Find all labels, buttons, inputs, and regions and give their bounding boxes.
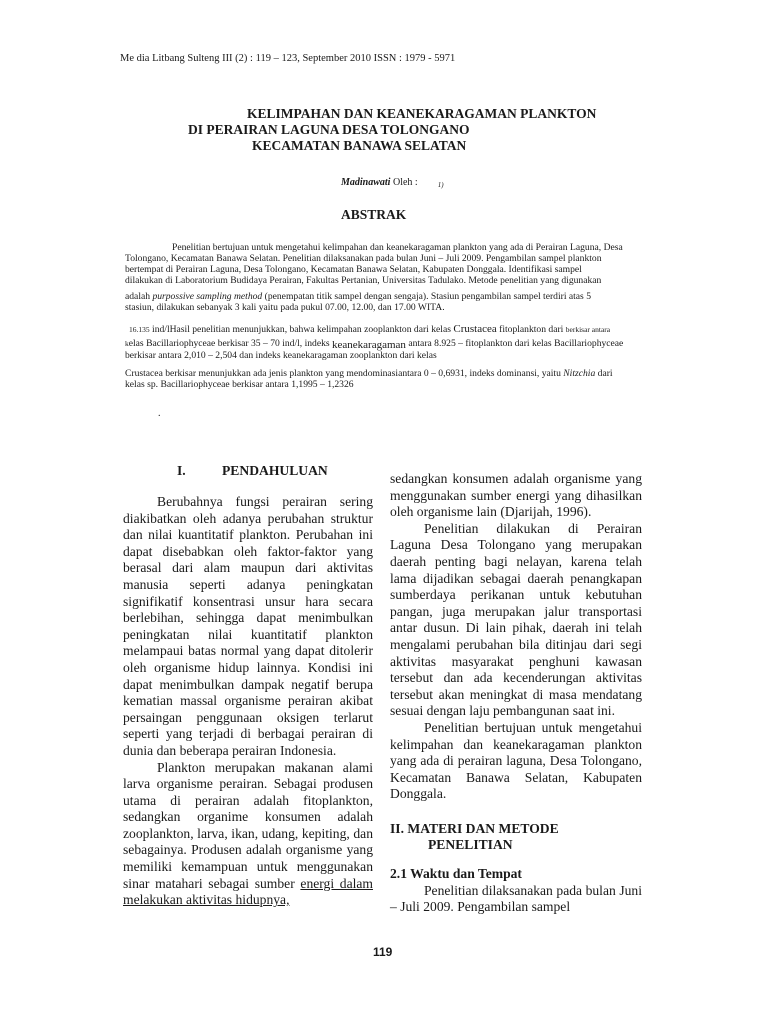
author-affiliation-marker: 1) — [437, 181, 444, 189]
abstract-text: Crustacea berkisar menunjukkan ada jenis plankton yang mendominasiantara 0 – 0,6931, indeks dominansi, yaitu — [125, 368, 564, 379]
abstract-text: adalah — [125, 291, 153, 302]
abstract-method-term: purpossive sampling method — [152, 291, 263, 302]
body-paragraph — [123, 760, 373, 909]
abstract-taxon: Nitzchia — [563, 368, 596, 379]
author-by: Oleh : — [390, 177, 418, 188]
abstract-text: fitoplankton dari — [496, 324, 566, 335]
section-2-heading-line-2: PENELITIAN — [428, 837, 513, 853]
abstract-line: stasiun, dilakukan sebanyak 3 kali yaitu pada pukul 07.00, 12.00, dan 17.00 WITA. — [125, 302, 445, 313]
section-1-title: PENDAHULUAN — [222, 463, 328, 478]
abstract-text: ind/lHasil penelitian menunjukkan, bahwa kelimpahan zooplankton dari kelas — [149, 324, 454, 335]
abstract-line: bertempat di Perairan Laguna, Desa Tolongano, Kecamatan Banawa Selatan, Kabupaten Donggala. Identifikasi sampel — [125, 264, 582, 275]
subsection-2-1-heading: 2.1 Waktu dan Tempat — [390, 866, 522, 882]
abstract-text: (penempatan titik sampel dengan sengaja). Stasiun pengambilan sampel terdiri atas 5 — [262, 291, 591, 302]
abstract-text-small: k — [125, 339, 129, 348]
article-title-line-2: DI PERAIRAN LAGUNA DESA TOLONGANO — [188, 122, 470, 137]
underlined-text: energi dalam melakukan aktivitas hidupnya, — [123, 875, 373, 908]
article-title-line-3: KECAMATAN BANAWA SELATAN — [252, 138, 467, 153]
abstract-line: Penelitian bertujuan untuk mengetahui kelimpahan dan keanekaragaman plankton yang ada di Perairan Laguna, Desa — [172, 242, 623, 253]
abstract-line: berkisar antara 2,010 – 2,504 dan indeks keanekaragaman zooplankton dari kelas — [125, 350, 437, 361]
body-paragraph: Penelitian dilakukan di Perairan Laguna Desa Tolongano yang merupakan daerah penting bagi nelayan, karena telah lama dijadikan sebagai daerah penangkapan sumberdaya perikanan untuk kebutuhan pangan, juga merupakan jalur transportasi antar dusun. Di lain pihak, daerah ini telah mengalami perubahan bila ditinjau dari segi aktivitas masyarakat penghuni kawasan tersebut dan ada kecenderungan aktivitas tersebut akan meningkat di masa mendatang sesuai dengan laju pembangunan saat ini. — [390, 520, 642, 719]
abstract-value: 16.135 — [129, 325, 150, 334]
section-2-heading — [390, 821, 642, 854]
abstract-text-small: berkisar antara — [565, 325, 611, 334]
abstract-line: Tolongano, Kecamatan Banawa Selatan. Penelitian dilaksanakan pada bulan Juni – Juli 2009. Pengambilan sampel plankton — [125, 253, 602, 264]
abstract-line — [125, 291, 591, 302]
body-paragraph: Berubahnya fungsi perairan sering diakibatkan oleh adanya perubahan struktur dan nilai kuantitatif plankton. Perubahan ini dapat disebabkan oleh faktor-faktor yang berasal dari alam maupun dari aktivitas manusia seperti adanya peningkatan signifikatif konsentrasi unsur hara secara berlebihan, sehingga dapat menimbulkan peningkatan nilai kuantitatif plankton melampaui batas normal yang dapat ditolerir oleh organisme hidup lainnya. Kondisi ini dapat menimbulkan dampak negatif berupa kematian massal organisme perairan akibat persaingan penggunaan oksigen terlarut seperti yang terjadi di berbagai perairan di dunia dan beberapa perairan Indonesia. — [123, 494, 373, 758]
author-name: Madinawati — [341, 177, 391, 188]
abstract-heading: ABSTRAK — [341, 207, 407, 222]
author-line — [341, 177, 444, 188]
abstract-line — [129, 324, 610, 335]
abstract-taxon: Crustacea — [453, 323, 497, 335]
section-2-heading-line-1: II. MATERI DAN METODE — [390, 820, 559, 836]
abstract-text-raised: keanekaragaman — [332, 339, 406, 351]
abstract-line: kelas sp. Bacillariophyceae berkisar antara 1,1995 – 1,2326 — [125, 379, 354, 390]
journal-header: Me dia Litbang Sulteng III (2) : 119 – 123, September 2010 ISSN : 1979 - 5971 — [120, 53, 456, 64]
body-paragraph: sedangkan konsumen adalah organisme yang menggunakan sumber energi yang dihasilkan oleh organisme lain (Djarijah, 1996). — [390, 471, 642, 520]
abstract-text: elas Bacillariophyceae berkisar 35 – 70 ind/l, indeks — [128, 338, 333, 349]
body-paragraph: Penelitian bertujuan untuk mengetahui kelimpahan dan keanekaragaman plankton yang ada di perairan laguna, Desa Tolongano, Kecamatan Banawa Selatan, Kabupaten Donggala. — [390, 719, 642, 802]
body-text: Plankton merupakan makanan alami larva organisme perairan. Sebagai produsen utama di perairan adalah fitoplankton, sedangkan organime konsumen adalah zooplankton, larva, ikan, udang, kepiting, dan sebagainya. Produsen adalah organisme yang memiliki kemampuan untuk menggunakan sinar matahari sebagai sumber — [123, 759, 373, 891]
abstract-line — [125, 368, 613, 379]
left-column — [123, 494, 373, 909]
abstract-line: dilakukan di Laboratorium Budidaya Perairan, Fakultas Pertanian, Universitas Tadulako. Metode penelitian yang digunakan — [125, 275, 602, 286]
stray-dot: . — [158, 408, 161, 419]
body-paragraph: Penelitian dilaksanakan pada bulan Juni – Juli 2009. Pengambilan sampel — [390, 882, 642, 915]
section-1-heading — [177, 463, 328, 479]
abstract-line — [125, 338, 623, 349]
section-1-number: I. — [177, 463, 186, 478]
right-column — [390, 471, 642, 916]
abstract-text: antara 8.925 – fitoplankton dari kelas Bacillariophyceae — [405, 338, 624, 349]
article-title-line-1: KELIMPAHAN DAN KEANEKARAGAMAN PLANKTON — [247, 106, 597, 121]
page-number: 119 — [373, 945, 393, 959]
abstract-text: dari — [595, 368, 613, 379]
